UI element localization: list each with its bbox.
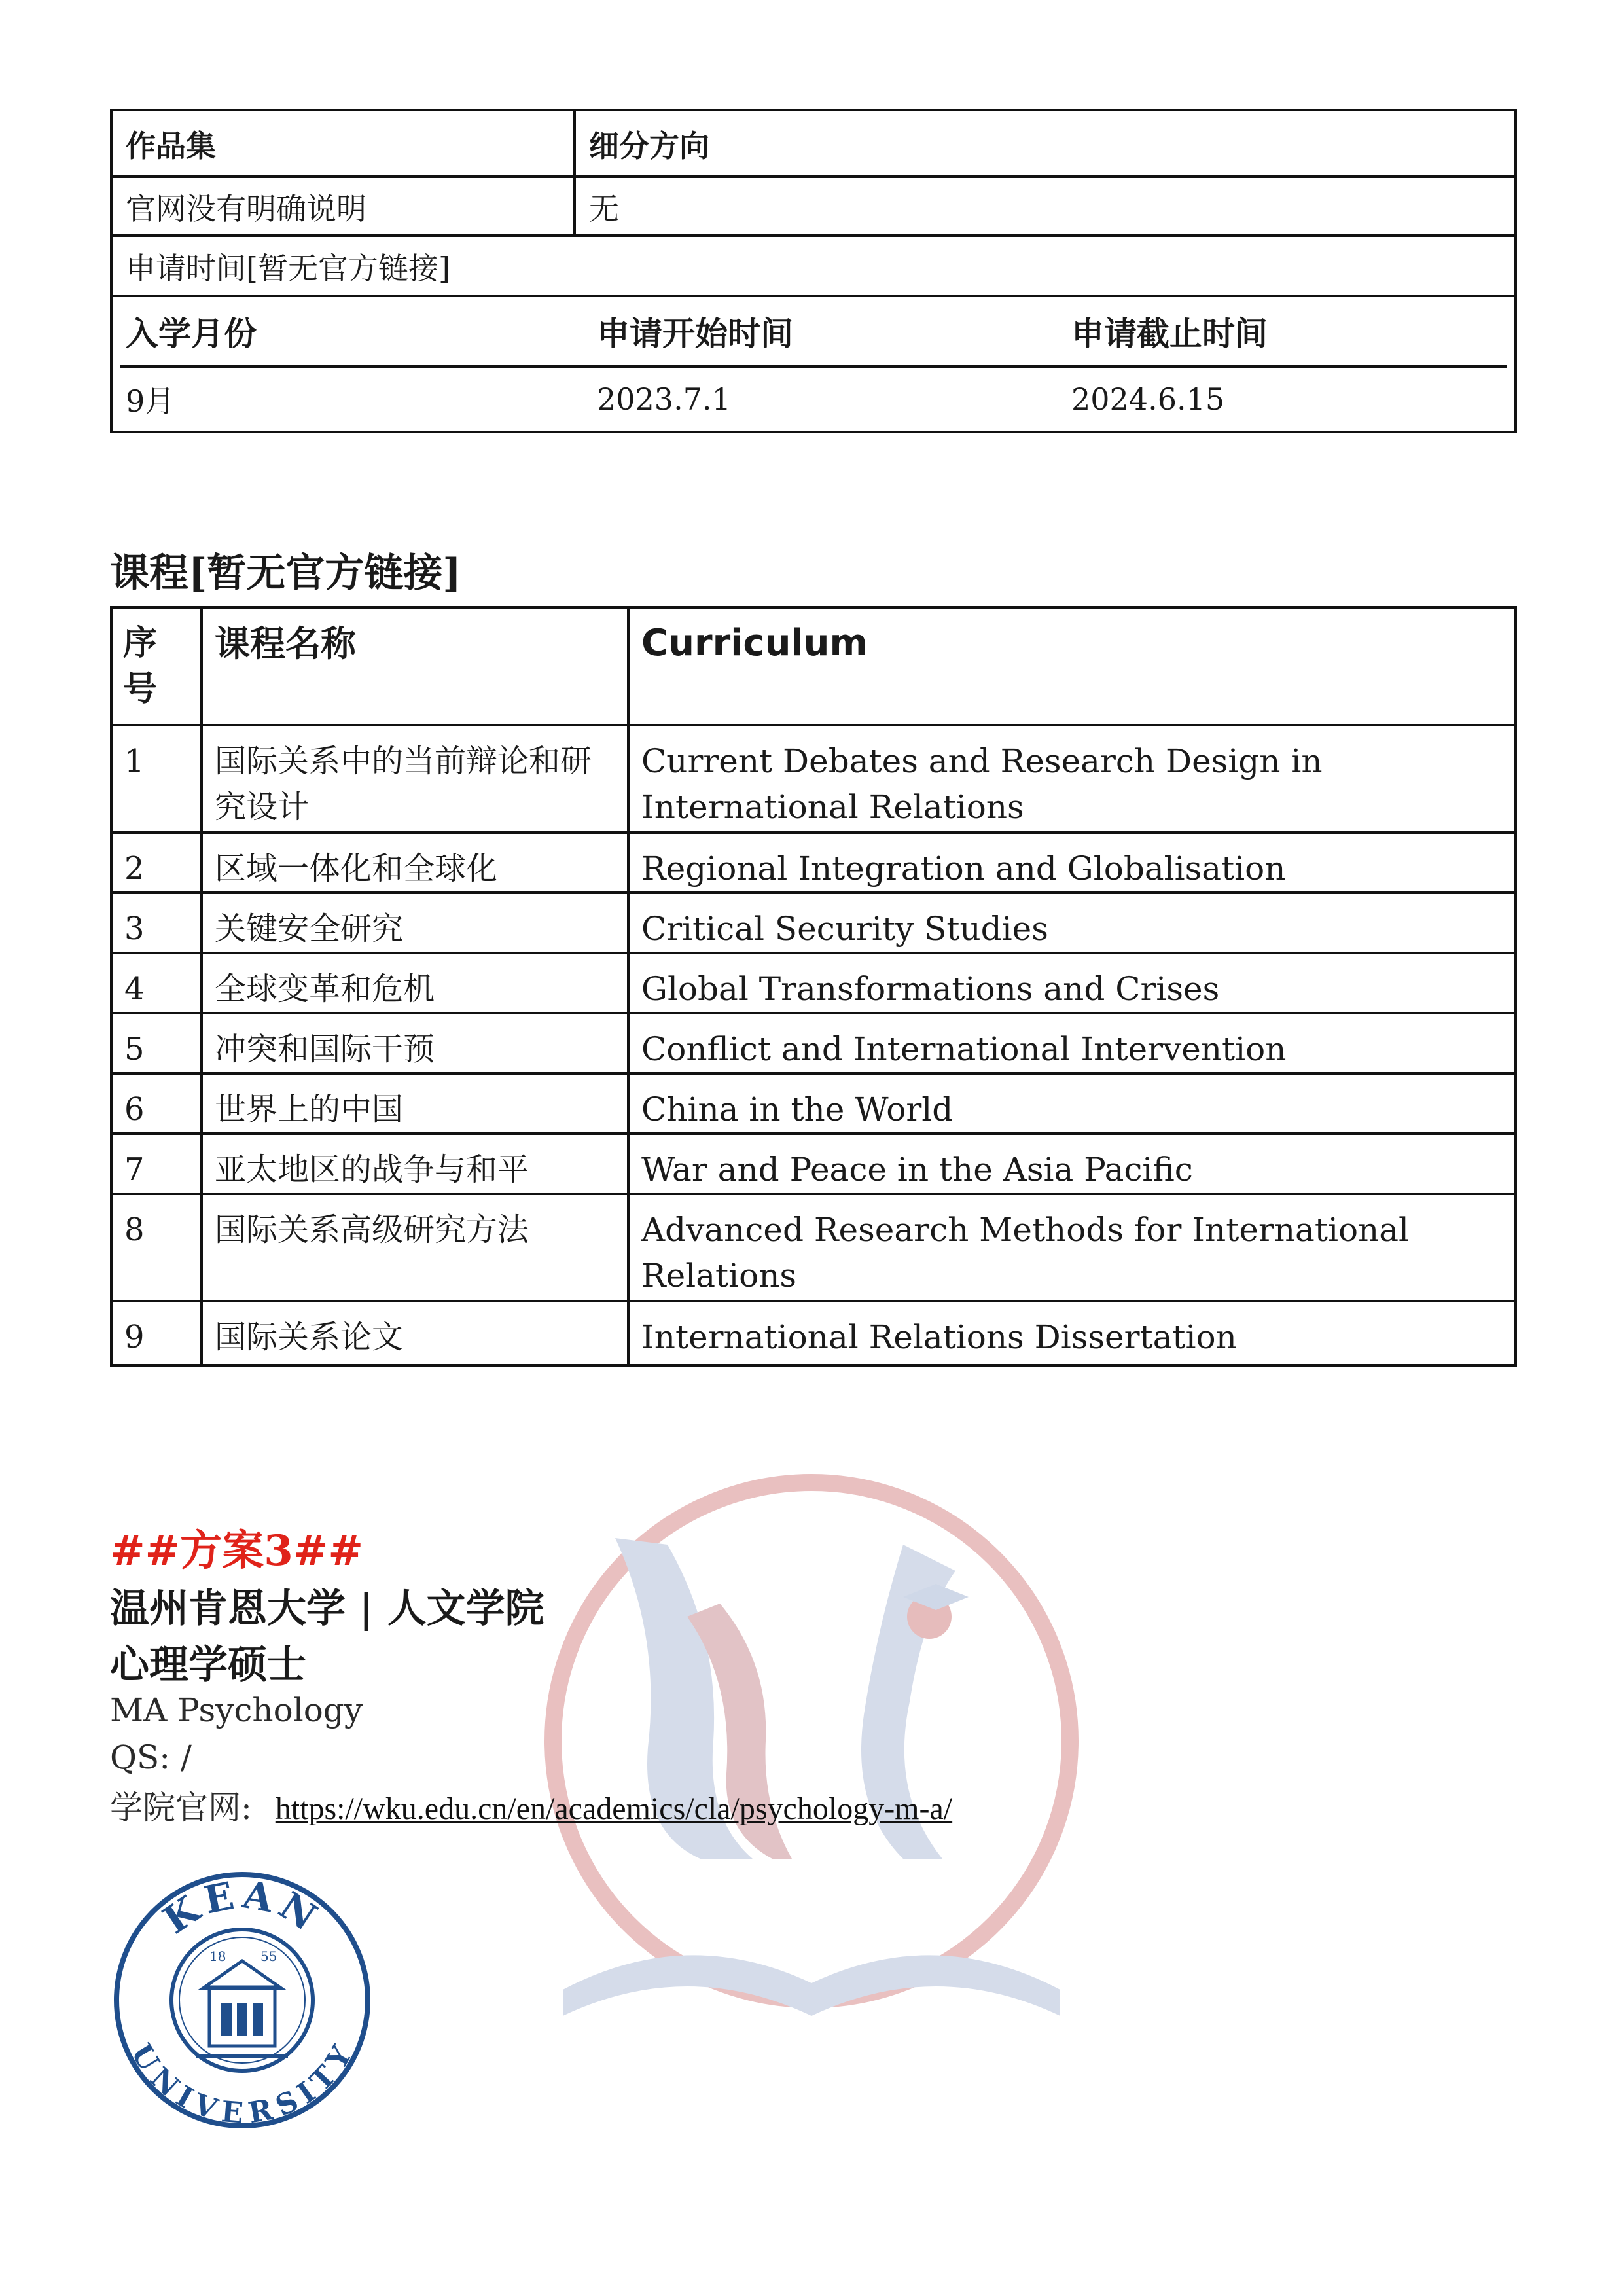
course-row [113,954,1514,1012]
direction-header: 细分方向 [589,128,709,164]
course-row [113,726,1514,831]
course-name-cn: 世界上的中国 [215,1091,404,1128]
direction-value: 无 [589,191,619,226]
application-time-label: 申请时间[暂无官方链接] [126,251,450,286]
col-header-no: 序号 [123,623,158,709]
course-row [113,1195,1514,1300]
course-name-cn: 国际关系中的当前辩论和研究设计 [215,743,592,825]
course-row [113,1302,1514,1364]
website-link[interactable]: https://wku.edu.cn/en/academics/cla/psychology-m-a/ [275,1791,953,1826]
course-name-en: War and Peace in the Asia Pacific [641,1151,1193,1189]
course-row [113,1135,1514,1193]
university-line: 温州肯恩大学 | 人文学院 [110,1586,544,1632]
course-name-en: International Relations Dissertation [641,1318,1237,1356]
deadline-value: 2024.6.15 [1071,382,1225,417]
col-header-curriculum: Curriculum [641,622,868,664]
course-name-cn: 区域一体化和全球化 [215,850,498,887]
col-header-course-name: 课程名称 [215,622,356,664]
course-name-cn: 全球变革和危机 [215,971,435,1007]
kean-university-seal [111,1869,373,2131]
course-name-cn: 冲突和国际干预 [215,1031,435,1067]
course-no: 5 [124,1031,145,1067]
degree-en: MA Psychology [110,1691,363,1729]
course-no: 8 [124,1211,145,1248]
course-table [110,606,1517,1367]
plan-title: ##方案3## [110,1526,364,1575]
course-no: 6 [124,1091,145,1128]
course-name-en: Critical Security Studies [641,910,1048,948]
course-name-en: Regional Integration and Globalisation [641,850,1286,888]
qs-rank: QS: / [110,1738,192,1776]
info-header-row [113,111,1514,177]
course-name-en: China in the World [641,1090,954,1128]
seal-bottom-text: UNIVERSITY [124,2038,361,2130]
seal-year-right: 55 [260,1948,277,1964]
watermark-logo [537,1466,1086,2042]
course-no: 3 [124,910,145,947]
intake-header: 入学月份 [126,314,257,353]
course-name-en: Global Transformations and Crises [641,970,1220,1008]
courses-section-title: 课程[暂无官方链接] [110,550,461,596]
schedule-value-row [113,368,1514,431]
course-name-en: Conflict and International Intervention [641,1030,1287,1068]
course-no: 1 [124,743,145,780]
course-no: 7 [124,1151,145,1188]
deadline-header: 申请截止时间 [1071,314,1268,353]
seal-top-text: KEAN [155,1872,329,1943]
course-name-en: Current Debates and Research Design in International Relations [641,742,1323,826]
course-header-row [113,609,1514,724]
course-row [113,1014,1514,1072]
course-row [113,1075,1514,1132]
course-no: 9 [124,1319,145,1355]
website-row [110,1782,952,1829]
course-name-en: Advanced Research Methods for International Relations [641,1211,1410,1295]
start-header: 申请开始时间 [597,314,793,353]
course-row [113,834,1514,891]
portfolio-value: 官网没有明确说明 [126,191,366,226]
course-name-cn: 国际关系高级研究方法 [215,1211,529,1248]
website-label: 学院官网: [110,1789,252,1827]
info-value-row [113,178,1514,236]
course-no: 2 [124,850,145,887]
seal-year-left: 18 [209,1948,226,1964]
course-name-cn: 关键安全研究 [215,910,404,947]
application-time-row [113,237,1514,296]
start-value: 2023.7.1 [597,382,731,417]
info-table [110,109,1517,433]
course-name-cn: 亚太地区的战争与和平 [215,1151,529,1188]
course-name-cn: 国际关系论文 [215,1319,404,1355]
course-no: 4 [124,971,145,1007]
intake-value: 9月 [126,384,175,419]
portfolio-header: 作品集 [126,128,216,164]
course-row [113,894,1514,952]
schedule-header-row [113,297,1514,365]
degree-cn: 心理学硕士 [110,1642,306,1688]
